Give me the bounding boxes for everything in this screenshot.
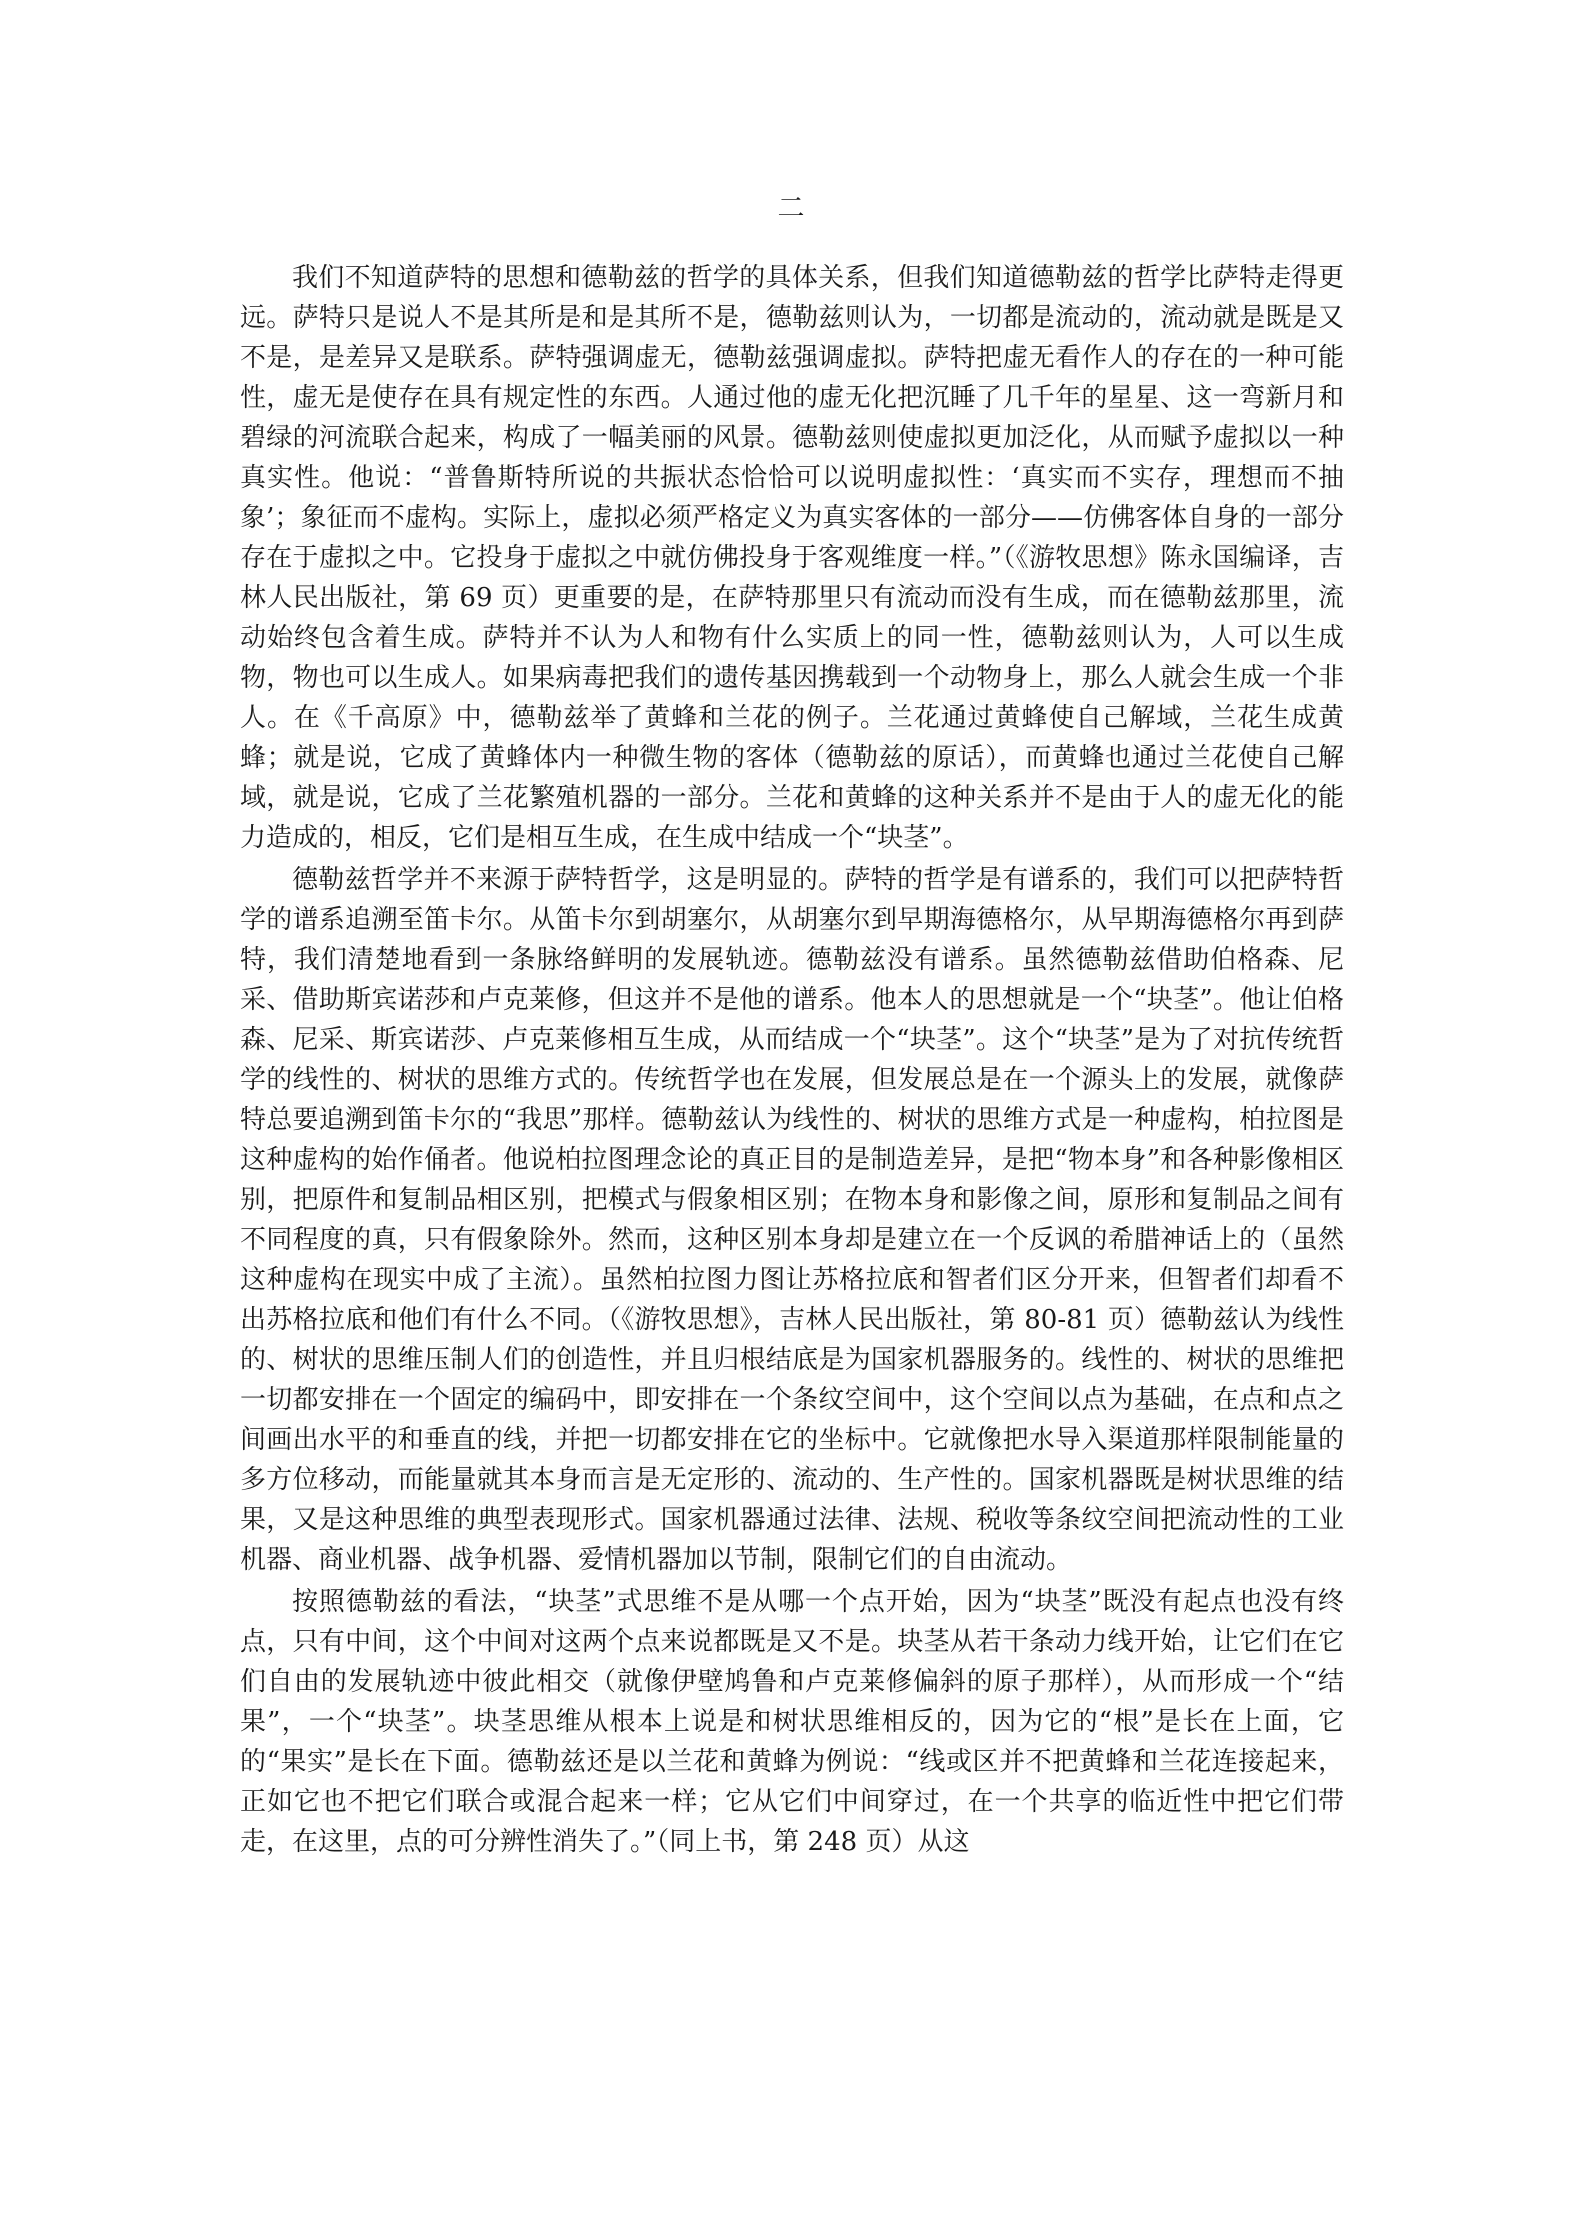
paragraph-1: 我们不知道萨特的思想和德勒兹的哲学的具体关系，但我们知道德勒兹的哲学比萨特走得更远。萨特只是说人不是其所是和是其所不是，德勒兹则认为，一切都是流动的，流动就是既是又不是，是差异又是联系。萨特强调虚无，德勒兹强调虚拟。萨特把虚无看作人的存在的一种可能性，虚无是使存在具有规定性的东西。人通过他的虚无化把沉睡了几千年的星星、这一弯新月和碧绿的河流联合起来，构成了一幅美丽的风景。德勒兹则使虚拟更加泛化，从而赋予虚拟以一种真实性。他说：“普鲁斯特所说的共振状态恰恰可以说明虚拟性：‘真实而不实存，理想而不抽象’；象征而不虚构。实际上，虚拟必须严格定义为真实客体的一部分——仿佛客体自身的一部分存在于虚拟之中。它投身于虚拟之中就仿佛投身于客观维度一样。”（《游牧思想》陈永国编译，吉林人民出版社，第 69 页）更重要的是，在萨特那里只有流动而没有生成，而在德勒兹那里，流动始终包含着生成。萨特并不认为人和物有什么实质上的同一性，德勒兹则认为，人可以生成物，物也可以生成人。如果病毒把我们的遗传基因携载到一个动物身上，那么人就会生成一个非人。在《千高原》中，德勒兹举了黄蜂和兰花的例子。兰花通过黄蜂使自己解域，兰花生成黄蜂；就是说，它成了黄蜂体内一种微生物的客体（德勒兹的原话），而黄蜂也通过兰花使自己解域，就是说，它成了兰花繁殖机器的一部分。兰花和黄蜂的这种关系并不是由于人的虚无化的能力造成的，相反，它们是相互生成，在生成中结成一个“块茎”。	[240, 263, 1344, 853]
body-text	[240, 258, 1344, 1864]
section-number: 二	[777, 193, 807, 224]
paragraph-3: 按照德勒兹的看法，“块茎”式思维不是从哪一个点开始，因为“块茎”既没有起点也没有终点，只有中间，这个中间对这两个点来说都既是又不是。块茎从若干条动力线开始，让它们在它们自由的发展轨迹中彼此相交（就像伊壁鸠鲁和卢克莱修偏斜的原子那样），从而形成一个“结果”，一个“块茎”。块茎思维从根本上说是和树状思维相反的，因为它的“根”是长在上面，它的“果实”是长在下面。德勒兹还是以兰花和黄蜂为例说：“线或区并不把黄蜂和兰花连接起来，正如它也不把它们联合或混合起来一样；它从它们中间穿过，在一个共享的临近性中把它们带走，在这里，点的可分辨性消失了。”（同上书，第 248 页）从这	[240, 1587, 1344, 1857]
paragraph-2: 德勒兹哲学并不来源于萨特哲学，这是明显的。萨特的哲学是有谱系的，我们可以把萨特哲学的谱系追溯至笛卡尔。从笛卡尔到胡塞尔，从胡塞尔到早期海德格尔，从早期海德格尔再到萨特，我们清楚地看到一条脉络鲜明的发展轨迹。德勒兹没有谱系。虽然德勒兹借助伯格森、尼采、借助斯宾诺莎和卢克莱修，但这并不是他的谱系。他本人的思想就是一个“块茎”。他让伯格森、尼采、斯宾诺莎、卢克莱修相互生成，从而结成一个“块茎”。这个“块茎”是为了对抗传统哲学的线性的、树状的思维方式的。传统哲学也在发展，但发展总是在一个源头上的发展，就像萨特总要追溯到笛卡尔的“我思”那样。德勒兹认为线性的、树状的思维方式是一种虚构，柏拉图是这种虚构的始作俑者。他说柏拉图理念论的真正目的是制造差异，是把“物本身”和各种影像相区别，把原件和复制品相区别，把模式与假象相区别；在物本身和影像之间，原形和复制品之间有不同程度的真，只有假象除外。然而，这种区别本身却是建立在一个反讽的希腊神话上的（虽然这种虚构在现实中成了主流）。虽然柏拉图力图让苏格拉底和智者们区分开来，但智者们却看不出苏格拉底和他们有什么不同。（《游牧思想》，吉林人民出版社，第 80-81 页）德勒兹认为线性的、树状的思维压制人们的创造性，并且归根结底是为国家机器服务的。线性的、树状的思维把一切都安排在一个固定的编码中，即安排在一个条纹空间中，这个空间以点为基础，在点和点之间画出水平的和垂直的线，并把一切都安排在它的坐标中。它就像把水导入渠道那样限制能量的多方位移动，而能量就其本身而言是无定形的、流动的、生产性的。国家机器既是树状思维的结果，又是这种思维的典型表现形式。国家机器通过法律、法规、税收等条纹空间把流动性的工业机器、商业机器、战争机器、爱情机器加以节制，限制它们的自由流动。	[240, 865, 1344, 1575]
